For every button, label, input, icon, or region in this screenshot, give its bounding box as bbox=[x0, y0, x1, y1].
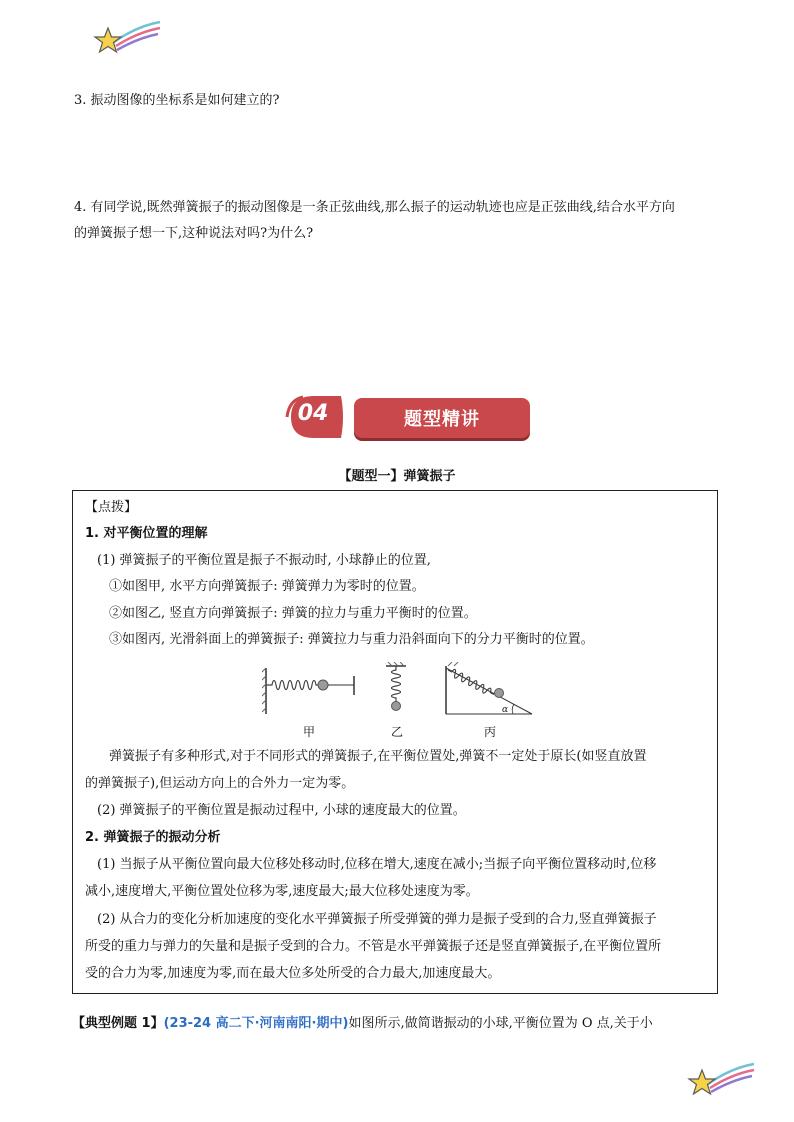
spring-oscillator-figure bbox=[262, 662, 534, 722]
section-number: 04 bbox=[297, 401, 329, 426]
tips-heading-2: 2. 弹簧振子的振动分析 bbox=[85, 830, 221, 845]
tips-paragraph: 弹簧振子有多种形式,对于不同形式的弹簧振子,在平衡位置处,弹簧不一定处于原长(如竖直放置 bbox=[109, 749, 647, 764]
tips-paragraph: 减小,速度增大,平衡位置处位移为零,速度最大;最大位移处速度为零。 bbox=[85, 884, 479, 899]
section-banner bbox=[354, 398, 530, 438]
tips-item: ①如图甲, 水平方向弹簧振子: 弹簧弹力为零时的位置。 bbox=[109, 579, 425, 594]
tips-header: 【点拨】 bbox=[85, 500, 138, 515]
question-3: 3. 振动图像的坐标系是如何建立的? bbox=[74, 93, 280, 108]
tips-paragraph: 的弹簧振子),但运动方向上的合外力一定为零。 bbox=[85, 776, 355, 791]
figure-label-yi: 乙 bbox=[391, 725, 404, 739]
tips-paragraph: (2) 弹簧振子的平衡位置是振动过程中, 小球的速度最大的位置。 bbox=[97, 803, 466, 818]
figure-label-jia: 甲 bbox=[303, 725, 316, 739]
tips-paragraph: (1) 弹簧振子的平衡位置是振子不振动时, 小球静止的位置, bbox=[97, 553, 431, 568]
question-4-line-1: 4. 有同学说,既然弹簧振子的振动图像是一条正弦曲线,那么振子的运动轨迹也应是正弦曲线,结合水平方向 bbox=[74, 200, 675, 215]
tips-paragraph: (1) 当振子从平衡位置向最大位移处移动时,位移在增大,速度在减小;当振子向平衡位置移动时,位移 bbox=[97, 857, 657, 872]
tips-item: ②如图乙, 竖直方向弹簧振子: 弹簧的拉力与重力平衡时的位置。 bbox=[109, 606, 477, 621]
topic-heading: 【题型一】弹簧振子 bbox=[338, 469, 456, 484]
angle-label: α bbox=[502, 705, 509, 715]
tips-heading-1: 1. 对平衡位置的理解 bbox=[85, 526, 208, 541]
tips-item: ③如图丙, 光滑斜面上的弹簧振子: 弹簧拉力与重力沿斜面向下的分力平衡时的位置。 bbox=[109, 632, 594, 647]
tips-paragraph: (2) 从合力的变化分析加速度的变化水平弹簧振子所受弹簧的弹力是振子受到的合力,竖直弹簧振子 bbox=[97, 912, 657, 927]
shooting-star-icon bbox=[92, 16, 164, 58]
example-1 bbox=[72, 1012, 653, 1031]
figure-label-bing: 丙 bbox=[484, 725, 497, 739]
example-text: 如图所示,做简谐振动的小球,平衡位置为 O 点,关于小 bbox=[348, 1016, 653, 1031]
tips-paragraph: 受的合力为零,加速度为零,而在最大位多处所受的合力最大,加速度最大。 bbox=[85, 966, 501, 981]
incline-spring-diagram bbox=[446, 662, 532, 715]
horizontal-spring-diagram bbox=[262, 668, 354, 714]
example-tag: 【典型例题 1】 bbox=[72, 1016, 164, 1031]
tips-paragraph: 所受的重力与弹力的矢量和是振子受到的合力。不管是水平弹簧振子还是竖直弹簧振子,在平衡位置所 bbox=[85, 939, 662, 954]
tips-box bbox=[72, 490, 718, 994]
vertical-spring-diagram bbox=[386, 662, 406, 711]
question-4-line-2: 的弹簧振子想一下,这种说法对吗?为什么? bbox=[74, 226, 314, 241]
shooting-star-icon bbox=[686, 1058, 758, 1100]
example-source: (23-24 高二下·河南南阳·期中) bbox=[163, 1016, 349, 1031]
section-banner-title: 题型精讲 bbox=[404, 409, 480, 430]
